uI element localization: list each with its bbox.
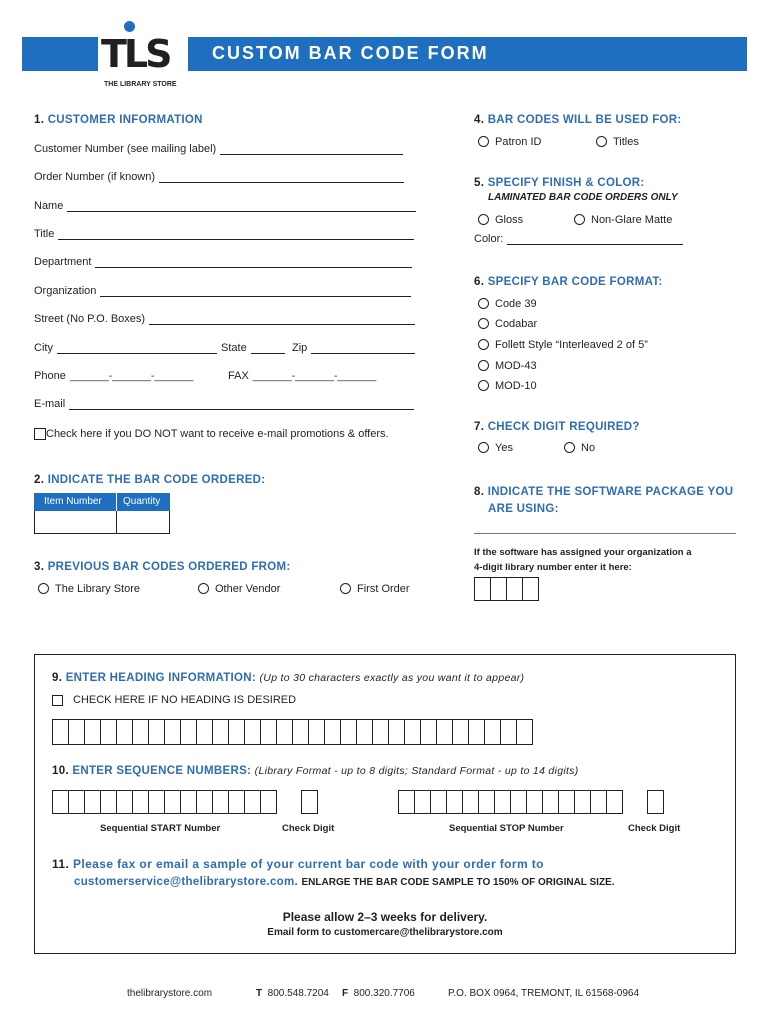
city-field[interactable]: City (34, 342, 217, 354)
sequence-stop-boxes[interactable] (398, 790, 623, 814)
page-title: CUSTOM BAR CODE FORM (212, 43, 489, 63)
format-follett-option[interactable]: Follett Style “Interleaved 2 of 5” (478, 339, 648, 351)
check-digit-1-label: Check Digit (282, 823, 335, 834)
logo-dot-icon (124, 21, 135, 32)
finish-matte-option[interactable]: Non-Glare Matte (574, 214, 672, 226)
radio-icon[interactable] (478, 339, 489, 350)
character-box[interactable] (244, 719, 261, 745)
character-box[interactable] (510, 790, 527, 814)
section11-line2: customerservice@thelibrarystore.com. ENLARGE THE BAR CODE SAMPLE TO 150% OF ORIGINAL SIZE. (74, 876, 615, 888)
footer-phone: T 800.548.7204 (256, 988, 329, 999)
street-field[interactable]: Street (No P.O. Boxes) (34, 313, 415, 325)
customer-service-email-link[interactable]: customerservice@thelibrarystore.com. (74, 876, 298, 888)
character-box[interactable] (228, 790, 245, 814)
section6-heading: 6. SPECIFY BAR CODE FORMAT: (474, 276, 663, 288)
software-field[interactable] (474, 533, 736, 534)
library-number-note: If the software has assigned your organization a 4-digit library number enter it here: (474, 547, 692, 573)
character-box[interactable] (446, 790, 463, 814)
radio-icon[interactable] (198, 583, 209, 594)
character-box[interactable] (180, 790, 197, 814)
character-box[interactable] (52, 719, 69, 745)
heading-character-boxes[interactable] (52, 719, 533, 745)
character-box[interactable] (420, 719, 437, 745)
character-box[interactable] (164, 719, 181, 745)
character-box[interactable] (542, 790, 559, 814)
character-box[interactable] (372, 719, 389, 745)
item-number-cell[interactable] (34, 511, 117, 534)
section7-heading: 7. CHECK DIGIT REQUIRED? (474, 421, 640, 433)
sequence-start-boxes[interactable] (52, 790, 277, 814)
name-field[interactable]: Name (34, 200, 416, 212)
finish-gloss-option[interactable]: Gloss (478, 214, 523, 226)
character-box[interactable] (462, 790, 479, 814)
section10-heading: 10. ENTER SEQUENCE NUMBERS: (Library Format - up to 8 digits; Standard Format - up to 14 digits) (52, 765, 579, 777)
fax-field[interactable]: FAX _______-_______-_______ (228, 370, 377, 382)
prev-library-store-option[interactable]: The Library Store (38, 583, 140, 595)
radio-icon[interactable] (478, 360, 489, 371)
character-box[interactable] (526, 790, 543, 814)
logo-text: TLS (101, 32, 170, 76)
character-box[interactable] (196, 790, 213, 814)
character-box[interactable] (478, 790, 495, 814)
state-field[interactable]: State (221, 342, 285, 354)
character-box[interactable] (574, 790, 591, 814)
radio-icon[interactable] (340, 583, 351, 594)
character-box[interactable] (260, 719, 277, 745)
character-box[interactable] (590, 790, 607, 814)
organization-field[interactable]: Organization (34, 285, 411, 297)
section4-heading: 4. BAR CODES WILL BE USED FOR: (474, 114, 682, 126)
character-box[interactable] (68, 790, 85, 814)
character-box[interactable] (212, 719, 229, 745)
character-box[interactable] (148, 790, 165, 814)
radio-icon[interactable] (478, 298, 489, 309)
email-form-note: Email form to customercare@thelibrarystore.com (267, 927, 503, 938)
character-box[interactable] (132, 719, 149, 745)
email-optout-checkbox[interactable] (34, 428, 46, 440)
character-box[interactable] (398, 790, 415, 814)
character-box[interactable] (260, 790, 277, 814)
email-optout-row[interactable]: Check here if you DO NOT want to receive e-mail promotions & offers. (34, 428, 389, 440)
character-box[interactable] (494, 790, 511, 814)
character-box[interactable] (100, 719, 117, 745)
check-digit-1-box[interactable] (301, 790, 318, 814)
character-box[interactable] (148, 719, 165, 745)
col-item-number: Item Number (34, 493, 117, 511)
character-box[interactable] (414, 790, 431, 814)
phone-field[interactable]: Phone _______-_______-_______ (34, 370, 194, 382)
radio-icon[interactable] (564, 442, 575, 453)
radio-icon[interactable] (478, 214, 489, 225)
character-box[interactable] (388, 719, 405, 745)
stop-number-label: Sequential STOP Number (449, 823, 564, 834)
section8-heading: 8. INDICATE THE SOFTWARE PACKAGE YOU ARE USING: (474, 486, 734, 515)
library-number-boxes[interactable] (474, 577, 539, 601)
section2-heading: 2. INDICATE THE BAR CODE ORDERED: (34, 474, 266, 486)
use-patron-id-option[interactable]: Patron ID (478, 136, 541, 148)
character-box[interactable] (606, 790, 623, 814)
laminated-note: LAMINATED BAR CODE ORDERS ONLY (488, 192, 678, 203)
title-field[interactable]: Title (34, 228, 414, 240)
format-code39-option[interactable]: Code 39 (478, 298, 537, 310)
order-number-field[interactable]: Order Number (if known) (34, 171, 404, 183)
character-box[interactable] (340, 719, 357, 745)
radio-icon[interactable] (478, 318, 489, 329)
section3-heading: 3. PREVIOUS BAR CODES ORDERED FROM: (34, 561, 291, 573)
character-box[interactable] (500, 719, 517, 745)
character-box[interactable] (116, 719, 133, 745)
character-box[interactable] (196, 719, 213, 745)
character-box[interactable] (116, 790, 133, 814)
footer-address: P.O. BOX 0964, TREMONT, IL 61568-0964 (448, 988, 640, 999)
character-box[interactable] (292, 719, 309, 745)
character-box[interactable] (164, 790, 181, 814)
character-box[interactable] (244, 790, 261, 814)
delivery-note: Please allow 2–3 weeks for delivery. (282, 910, 488, 924)
character-box[interactable] (484, 719, 501, 745)
footer-fax: F 800.320.7706 (342, 988, 415, 999)
character-box[interactable] (276, 719, 293, 745)
radio-icon[interactable] (478, 442, 489, 453)
radio-icon[interactable] (478, 380, 489, 391)
color-field[interactable]: Color: (474, 233, 683, 245)
radio-icon[interactable] (478, 136, 489, 147)
character-box[interactable] (430, 790, 447, 814)
no-heading-row[interactable]: CHECK HERE IF NO HEADING IS DESIRED (52, 694, 296, 706)
character-box[interactable] (180, 719, 197, 745)
department-field[interactable]: Department (34, 256, 412, 268)
character-box[interactable] (468, 719, 485, 745)
start-number-label: Sequential START Number (100, 823, 221, 834)
check-digit-2-label: Check Digit (628, 823, 681, 834)
format-mod43-option[interactable]: MOD-43 (478, 360, 537, 372)
character-box[interactable] (452, 719, 469, 745)
character-box[interactable] (132, 790, 149, 814)
col-quantity: Quantity (117, 493, 170, 511)
use-titles-option[interactable]: Titles (596, 136, 639, 148)
format-codabar-option[interactable]: Codabar (478, 318, 537, 330)
character-box[interactable] (84, 719, 101, 745)
zip-field[interactable]: Zip (292, 342, 415, 354)
format-mod10-option[interactable]: MOD-10 (478, 380, 537, 392)
character-box[interactable] (212, 790, 229, 814)
no-heading-checkbox[interactable] (52, 695, 63, 706)
quantity-cell[interactable] (117, 511, 170, 534)
check-digit-2-box[interactable] (647, 790, 664, 814)
character-box[interactable] (558, 790, 575, 814)
character-box[interactable] (356, 719, 373, 745)
footer-website[interactable]: thelibrarystore.com (127, 988, 213, 999)
character-box[interactable] (84, 790, 101, 814)
section1-heading: 1. CUSTOMER INFORMATION (34, 114, 203, 126)
radio-icon[interactable] (596, 136, 607, 147)
email-field[interactable]: E-mail (34, 398, 414, 410)
character-box[interactable] (228, 719, 245, 745)
prev-other-vendor-option[interactable]: Other Vendor (198, 583, 280, 595)
logo-subtitle: THE LIBRARY STORE (104, 81, 177, 88)
character-box[interactable] (516, 719, 533, 745)
prev-first-order-option[interactable]: First Order (340, 583, 410, 595)
check-digit-yes-option[interactable]: Yes (478, 442, 513, 454)
section9-heading: 9. ENTER HEADING INFORMATION: (Up to 30 characters exactly as you want it to appear) (52, 672, 525, 684)
check-digit-no-option[interactable]: No (564, 442, 595, 454)
character-box[interactable] (308, 719, 325, 745)
radio-icon[interactable] (38, 583, 49, 594)
section5-heading: 5. SPECIFY FINISH & COLOR: (474, 177, 645, 189)
character-box[interactable] (52, 790, 69, 814)
radio-icon[interactable] (574, 214, 585, 225)
character-box[interactable] (436, 719, 453, 745)
character-box[interactable] (100, 790, 117, 814)
customer-number-field[interactable]: Customer Number (see mailing label) (34, 143, 403, 155)
character-box[interactable] (324, 719, 341, 745)
character-box[interactable] (68, 719, 85, 745)
character-box[interactable] (404, 719, 421, 745)
section11-line1: 11. Please fax or email a sample of your current bar code with your order form to (52, 857, 544, 871)
bar-code-table (34, 493, 170, 534)
